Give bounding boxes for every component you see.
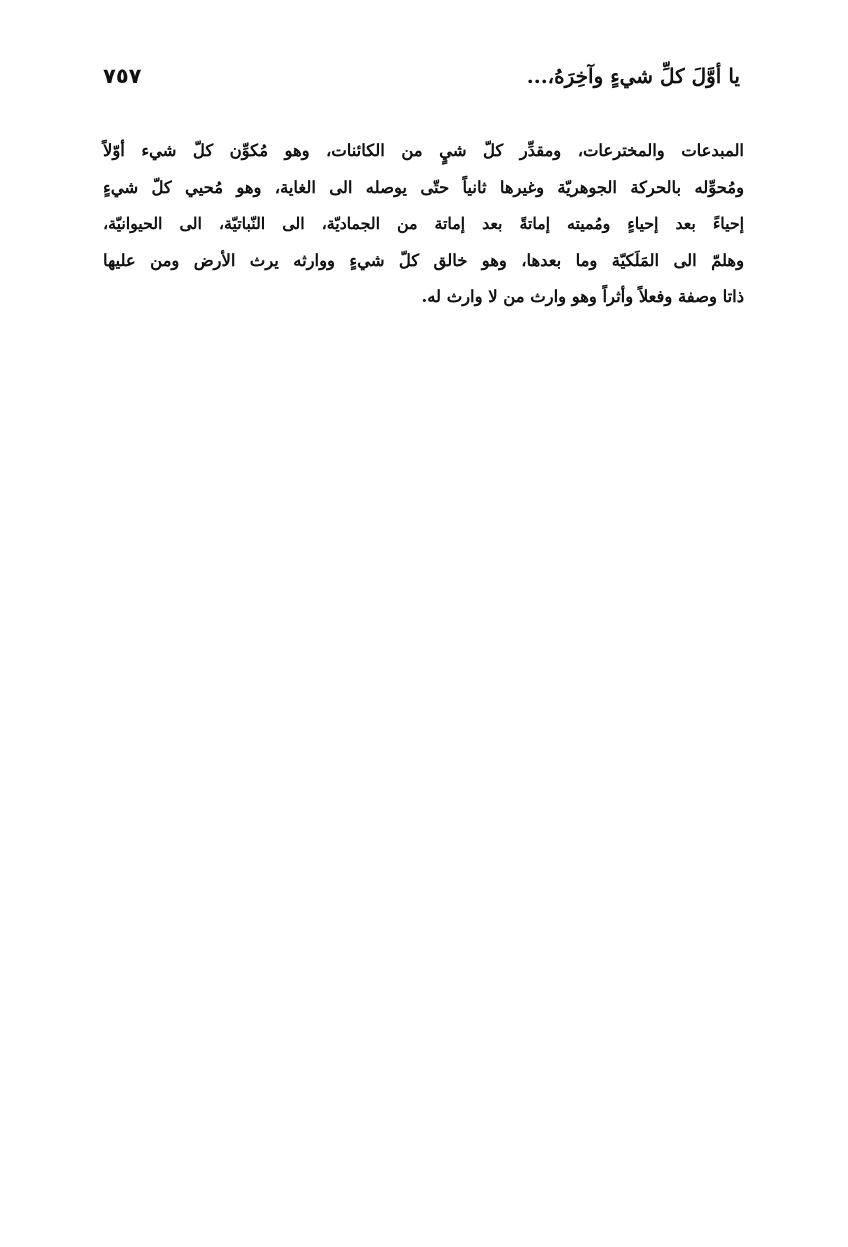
- text-line: ومُحوِّله بالحركة الجوهريّة وغيرها ثانياً حتّى يوصله الى الغاية، وهو مُحيي كلّ شيءٍ: [103, 177, 744, 197]
- running-title: يا أوَّلَ كلِّ شيءٍ وآخِرَهُ،...: [526, 64, 740, 88]
- text-line: المبدعات والمخترعات، ومقدِّر كلّ شيٍ من الكائنات، وهو مُكوِّن كلّ شيء أوّلاً: [103, 141, 744, 160]
- text-line: ذاتا وصفة وفعلاً وأثراً وهو وارث من لا وارث له.: [421, 287, 744, 306]
- body-paragraph: [103, 133, 744, 316]
- page-number: ٧٥٧: [103, 64, 142, 88]
- text-line: وهلمّ الى المَلَكيّة وما بعدها، وهو خالق كلّ شيءٍ ووارثه يرث الأرض ومن عليها: [103, 250, 744, 270]
- running-header: [103, 58, 740, 94]
- text-line: إحياءً بعد إحياءٍ ومُميته إماتةً بعد إماتة من الجماديّة، الى النّباتيّة، الى الحيوانيّة،: [103, 214, 744, 233]
